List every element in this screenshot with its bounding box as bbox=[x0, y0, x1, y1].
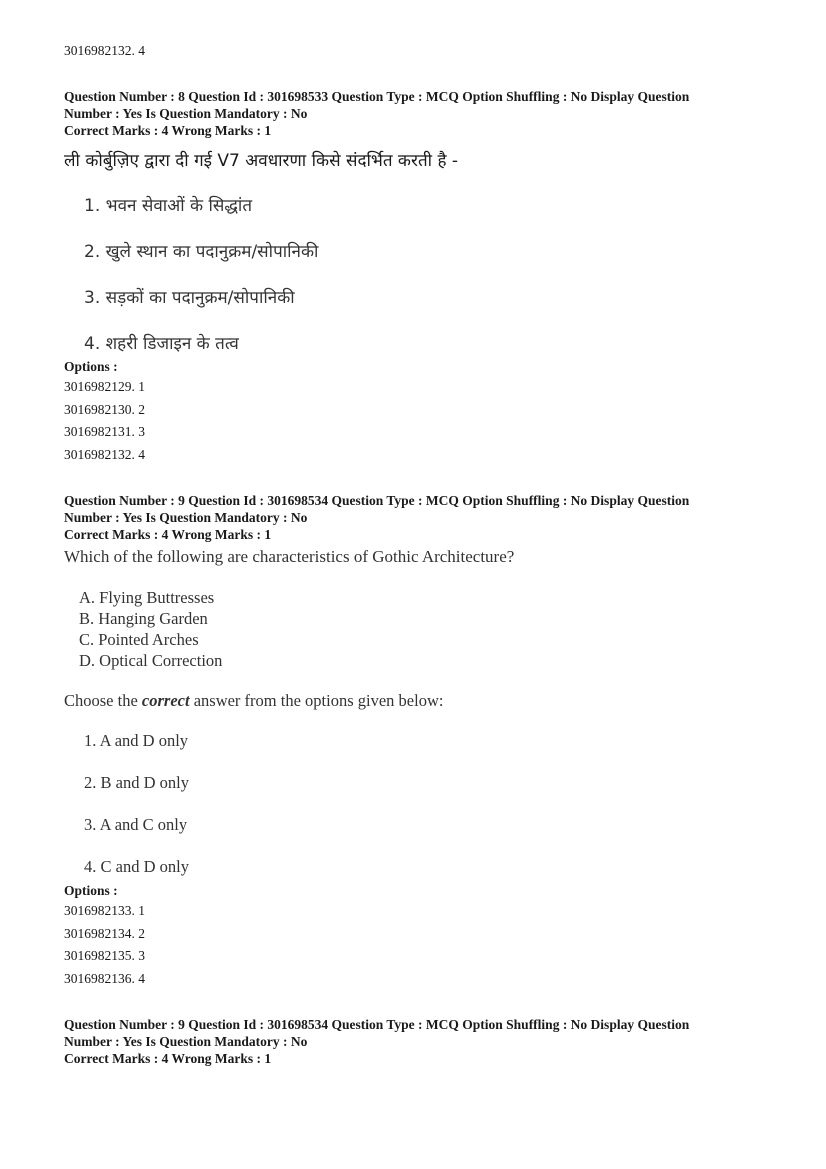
q9-statement-d: D. Optical Correction bbox=[79, 651, 223, 670]
q9-option-id-3: 3016982135. 3 bbox=[64, 948, 145, 963]
q9-choice-1: 1. A and D only bbox=[84, 731, 189, 750]
q8-choice-1: 1. भवन सेवाओं के सिद्धांत bbox=[84, 196, 253, 216]
q8-option-id-1: 3016982129. 1 bbox=[64, 379, 145, 394]
q9-meta-line2: Number : Yes Is Question Mandatory : No bbox=[64, 510, 308, 525]
q8-meta-line1: Question Number : 8 Question Id : 301698533 Question Type : MCQ Option Shuffling : No Display Question bbox=[64, 89, 690, 104]
top-option-id: 3016982132. 4 bbox=[64, 43, 145, 58]
q8-meta-line2: Number : Yes Is Question Mandatory : No bbox=[64, 106, 308, 121]
q9b-meta-line3: Correct Marks : 4 Wrong Marks : 1 bbox=[64, 1051, 272, 1066]
q8-question-text: ली कोर्बुज़िए द्वारा दी गई V7 अवधारणा किसे संदर्भित करती है - bbox=[64, 151, 459, 171]
q8-options-label: Options : bbox=[64, 359, 118, 374]
q9-instruction-pre: Choose the bbox=[64, 691, 142, 710]
q9-question-text: Which of the following are characteristics of Gothic Architecture? bbox=[64, 547, 515, 566]
q9-statement-b: B. Hanging Garden bbox=[79, 609, 208, 628]
q9-meta-line3: Correct Marks : 4 Wrong Marks : 1 bbox=[64, 527, 272, 542]
q8-meta-line3: Correct Marks : 4 Wrong Marks : 1 bbox=[64, 123, 272, 138]
q8-choice-4: 4. शहरी डिजाइन के तत्व bbox=[84, 334, 239, 354]
q9-statement-c: C. Pointed Arches bbox=[79, 630, 199, 649]
q9-meta-line1: Question Number : 9 Question Id : 301698534 Question Type : MCQ Option Shuffling : No Display Question bbox=[64, 493, 690, 508]
q9-choice-2: 2. B and D only bbox=[84, 773, 189, 792]
q9-option-id-2: 3016982134. 2 bbox=[64, 926, 145, 941]
q9b-meta-line1: Question Number : 9 Question Id : 301698534 Question Type : MCQ Option Shuffling : No Display Question bbox=[64, 1017, 690, 1032]
q9-choice-3: 3. A and C only bbox=[84, 815, 188, 834]
q8-choice-3: 3. सड़कों का पदानुक्रम/सोपानिकी bbox=[84, 288, 295, 308]
q9-option-id-4: 3016982136. 4 bbox=[64, 971, 145, 986]
q8-option-id-3: 3016982131. 3 bbox=[64, 424, 145, 439]
q8-choice-2: 2. खुले स्थान का पदानुक्रम/सोपानिकी bbox=[84, 242, 319, 262]
q9-choice-4: 4. C and D only bbox=[84, 857, 189, 876]
q8-option-id-2: 3016982130. 2 bbox=[64, 402, 145, 417]
q9-options-label: Options : bbox=[64, 883, 118, 898]
q9b-meta-line2: Number : Yes Is Question Mandatory : No bbox=[64, 1034, 308, 1049]
q9-instruction bbox=[64, 691, 443, 711]
q9-option-id-1: 3016982133. 1 bbox=[64, 903, 145, 918]
q9-instruction-post: answer from the options given below: bbox=[189, 691, 444, 710]
q9-statement-a: A. Flying Buttresses bbox=[79, 588, 215, 607]
q9-instruction-emphasis: correct bbox=[141, 691, 190, 710]
q8-option-id-4: 3016982132. 4 bbox=[64, 447, 145, 462]
